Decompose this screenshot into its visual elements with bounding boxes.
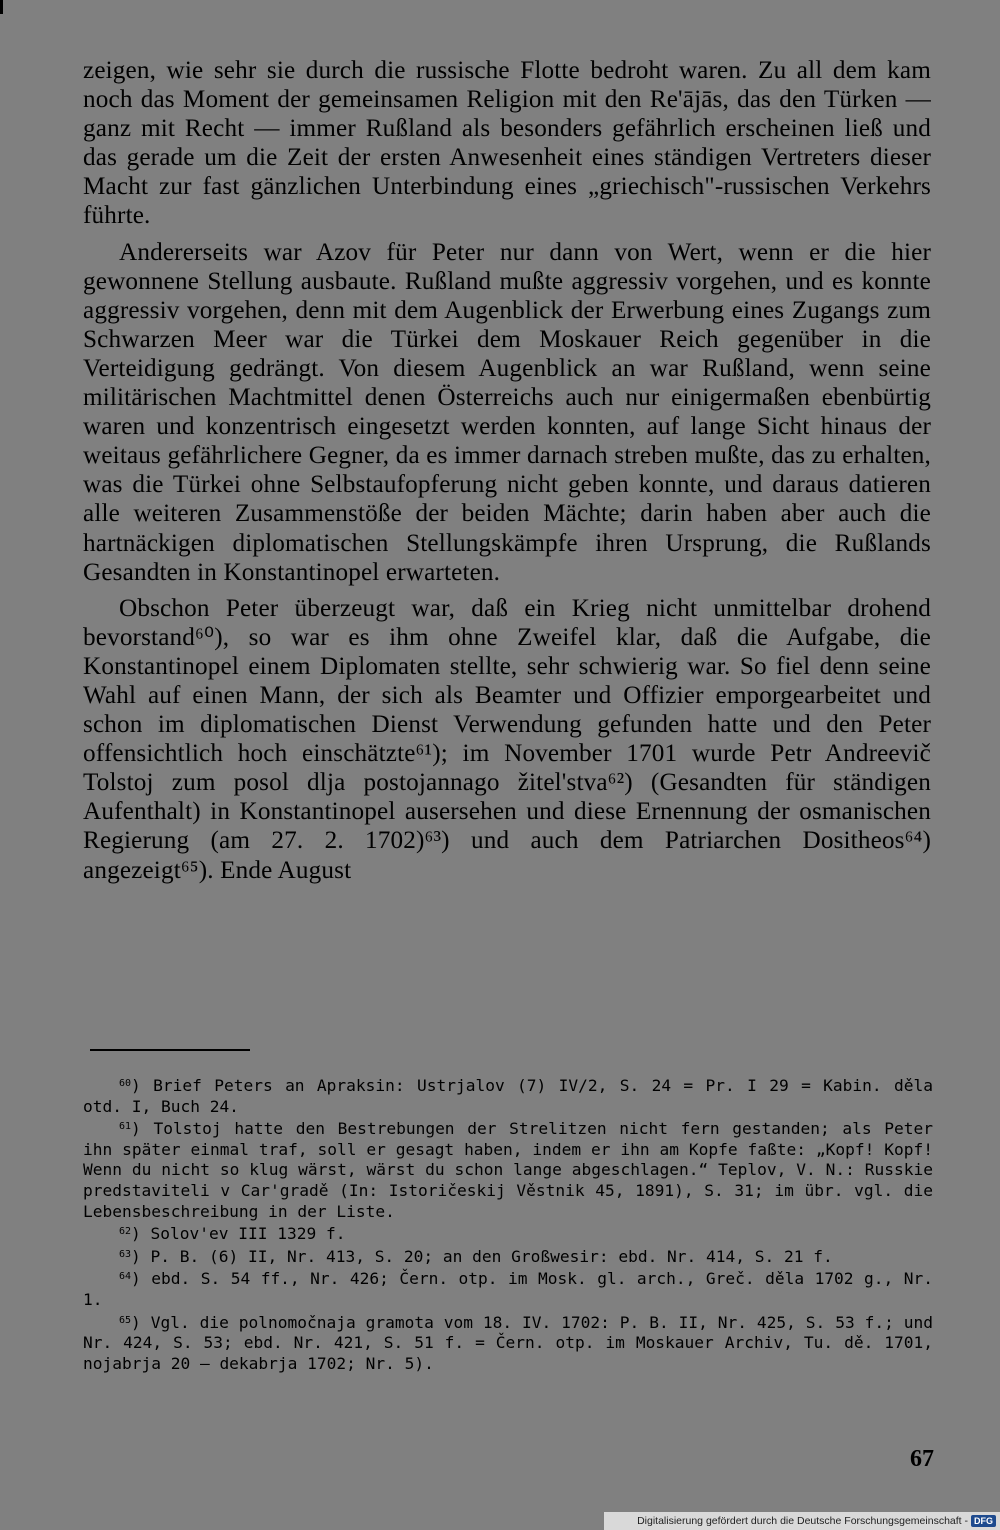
footnote-text: ) Vgl. die polnomočnaja gramota vom 18. IV. 1702: P. B. II, Nr. 425, S. 53 f.; und Nr. 424, S. 53; ebd. Nr. 421, S. 51 f. = Čern. otp. im Moskauer Archiv, Tu. dě. 1701, nojabrja 20 — dekabrja 1702; Nr. 5).: [83, 1312, 933, 1373]
footnote-number: 63: [119, 1248, 132, 1260]
footnote-63: [83, 1245, 933, 1268]
footnotes: [83, 1074, 933, 1374]
footnote-text: ) P. B. (6) II, Nr. 413, S. 20; an den Großwesir: ebd. Nr. 414, S. 21 f.: [131, 1246, 833, 1266]
footnote-text: ) Brief Peters an Apraksin: Ustrjalov (7) IV/2, S. 24 = Pr. I 29 = Kabin. děla otd. I, Buch 24.: [83, 1076, 933, 1116]
footer-credit: Digitalisierung gefördert durch die Deutsche Forschungsgemeinschaft -: [637, 1515, 968, 1527]
footnote-62: [83, 1222, 933, 1245]
footnote-number: 62: [119, 1226, 132, 1238]
dfg-logo-icon: DFG: [971, 1515, 996, 1527]
page-number: 67: [910, 1446, 934, 1472]
footnote-number: 61: [119, 1121, 132, 1133]
footnote-number: 64: [119, 1271, 132, 1283]
footnote-61: [83, 1117, 933, 1222]
paragraph-2: Andererseits war Azov für Peter nur dann von Wert, wenn er die hier gewonnene Stellung ausbaute. Rußland mußte aggressiv vorgehen, und es konnte aggressiv vorgehen, denn mit dem Augenblick der Erwerbung eines Zugangs zum Schwarzen Meer war die Türkei dem Moskauer Reich gegenüber in die Verteidigung gedrängt. Von diesem Augenblick an war Rußland, wenn seine militärischen Machtmittel denen Österreichs auch nur einigermaßen ebenbürtig waren und konzentrisch eingesetzt werden konnten, auf lange Sicht hinaus der weitaus gefährlichere Gegner, da es immer darnach streben mußte, das zu erhalten, was die Türkei ohne Selbstaufopferung nicht geben konnte, und daraus datieren alle weiteren Zusammenstöße der beiden Mächte; darin haben aber auch die hartnäckigen diplomatischen Stellungskämpfe ihren Ursprung, die Rußlands Gesandten in Konstantinopel erwarteten.: [83, 238, 931, 586]
main-text: [83, 56, 931, 892]
digitization-footer: [604, 1512, 1000, 1530]
footnote-65: [83, 1311, 933, 1375]
footnote-separator: [90, 1049, 250, 1051]
footnote-number: 60: [119, 1078, 132, 1089]
paragraph-3: Obschon Peter überzeugt war, daß ein Krieg nicht unmittelbar drohend bevorstand⁶⁰), so war es ihm ohne Zweifel klar, daß die Aufgabe, die Konstantinopel einem Diplomaten stellte, sehr schwierig war. So fiel denn seine Wahl auf einen Mann, der sich als Beamter und Offizier emporgearbeitet und schon im diplomatischen Dienst Verwendung gefunden hatte und den Peter offensichtlich hoch einschätzte⁶¹); im November 1701 wurde Petr Andreevič Tolstoj zum posol dlja postojannago žitel'stva⁶²) (Gesandten für ständigen Aufenthalt) in Konstantinopel ausersehen und diese Ernennung der osmanischen Regierung (am 27. 2. 1702)⁶³) und auch dem Patriarchen Dositheos⁶⁴) angezeigt⁶⁵). Ende August: [83, 594, 931, 884]
footnote-64: [83, 1267, 933, 1310]
paragraph-1: zeigen, wie sehr sie durch die russische Flotte bedroht waren. Zu all dem kam noch das Moment der gemeinsamen Religion mit den Re'ājās, das den Türken — ganz mit Recht — immer Rußland als besonders gefährlich erscheinen ließ und das gerade um die Zeit der ersten Anwesenheit eines ständigen Vertreters dieser Macht zur fast gänzlichen Unterbindung eines „griechisch"-russischen Verkehrs führte.: [83, 57, 931, 230]
footnote-text: ) ebd. S. 54 ff., Nr. 426; Čern. otp. im Mosk. gl. arch., Greč. děla 1702 g., Nr. 1.: [83, 1269, 933, 1309]
scan-edge-mark: [0, 0, 3, 14]
footnote-60: [83, 1074, 933, 1117]
footnote-number: 65: [119, 1314, 132, 1326]
footnote-text: ) Solov'ev III 1329 f.: [131, 1224, 346, 1244]
footnote-text: ) Tolstoj hatte den Bestrebungen der Strelitzen nicht fern gestanden; als Peter ihn später einmal traf, soll er gesagt haben, indem er ihn am Kopfe faßte: „Kopf! Kopf! Wenn du nicht so klug wärst, wärst du schon lange abgeschlagen.“ Teplov, V. N.: Russkie predstaviteli v Car'gradě (In: Istoričeskij Věstnik 45, 1891), S. 31; im übr. vgl. die Lebensbeschreibung in der Liste.: [83, 1119, 933, 1221]
